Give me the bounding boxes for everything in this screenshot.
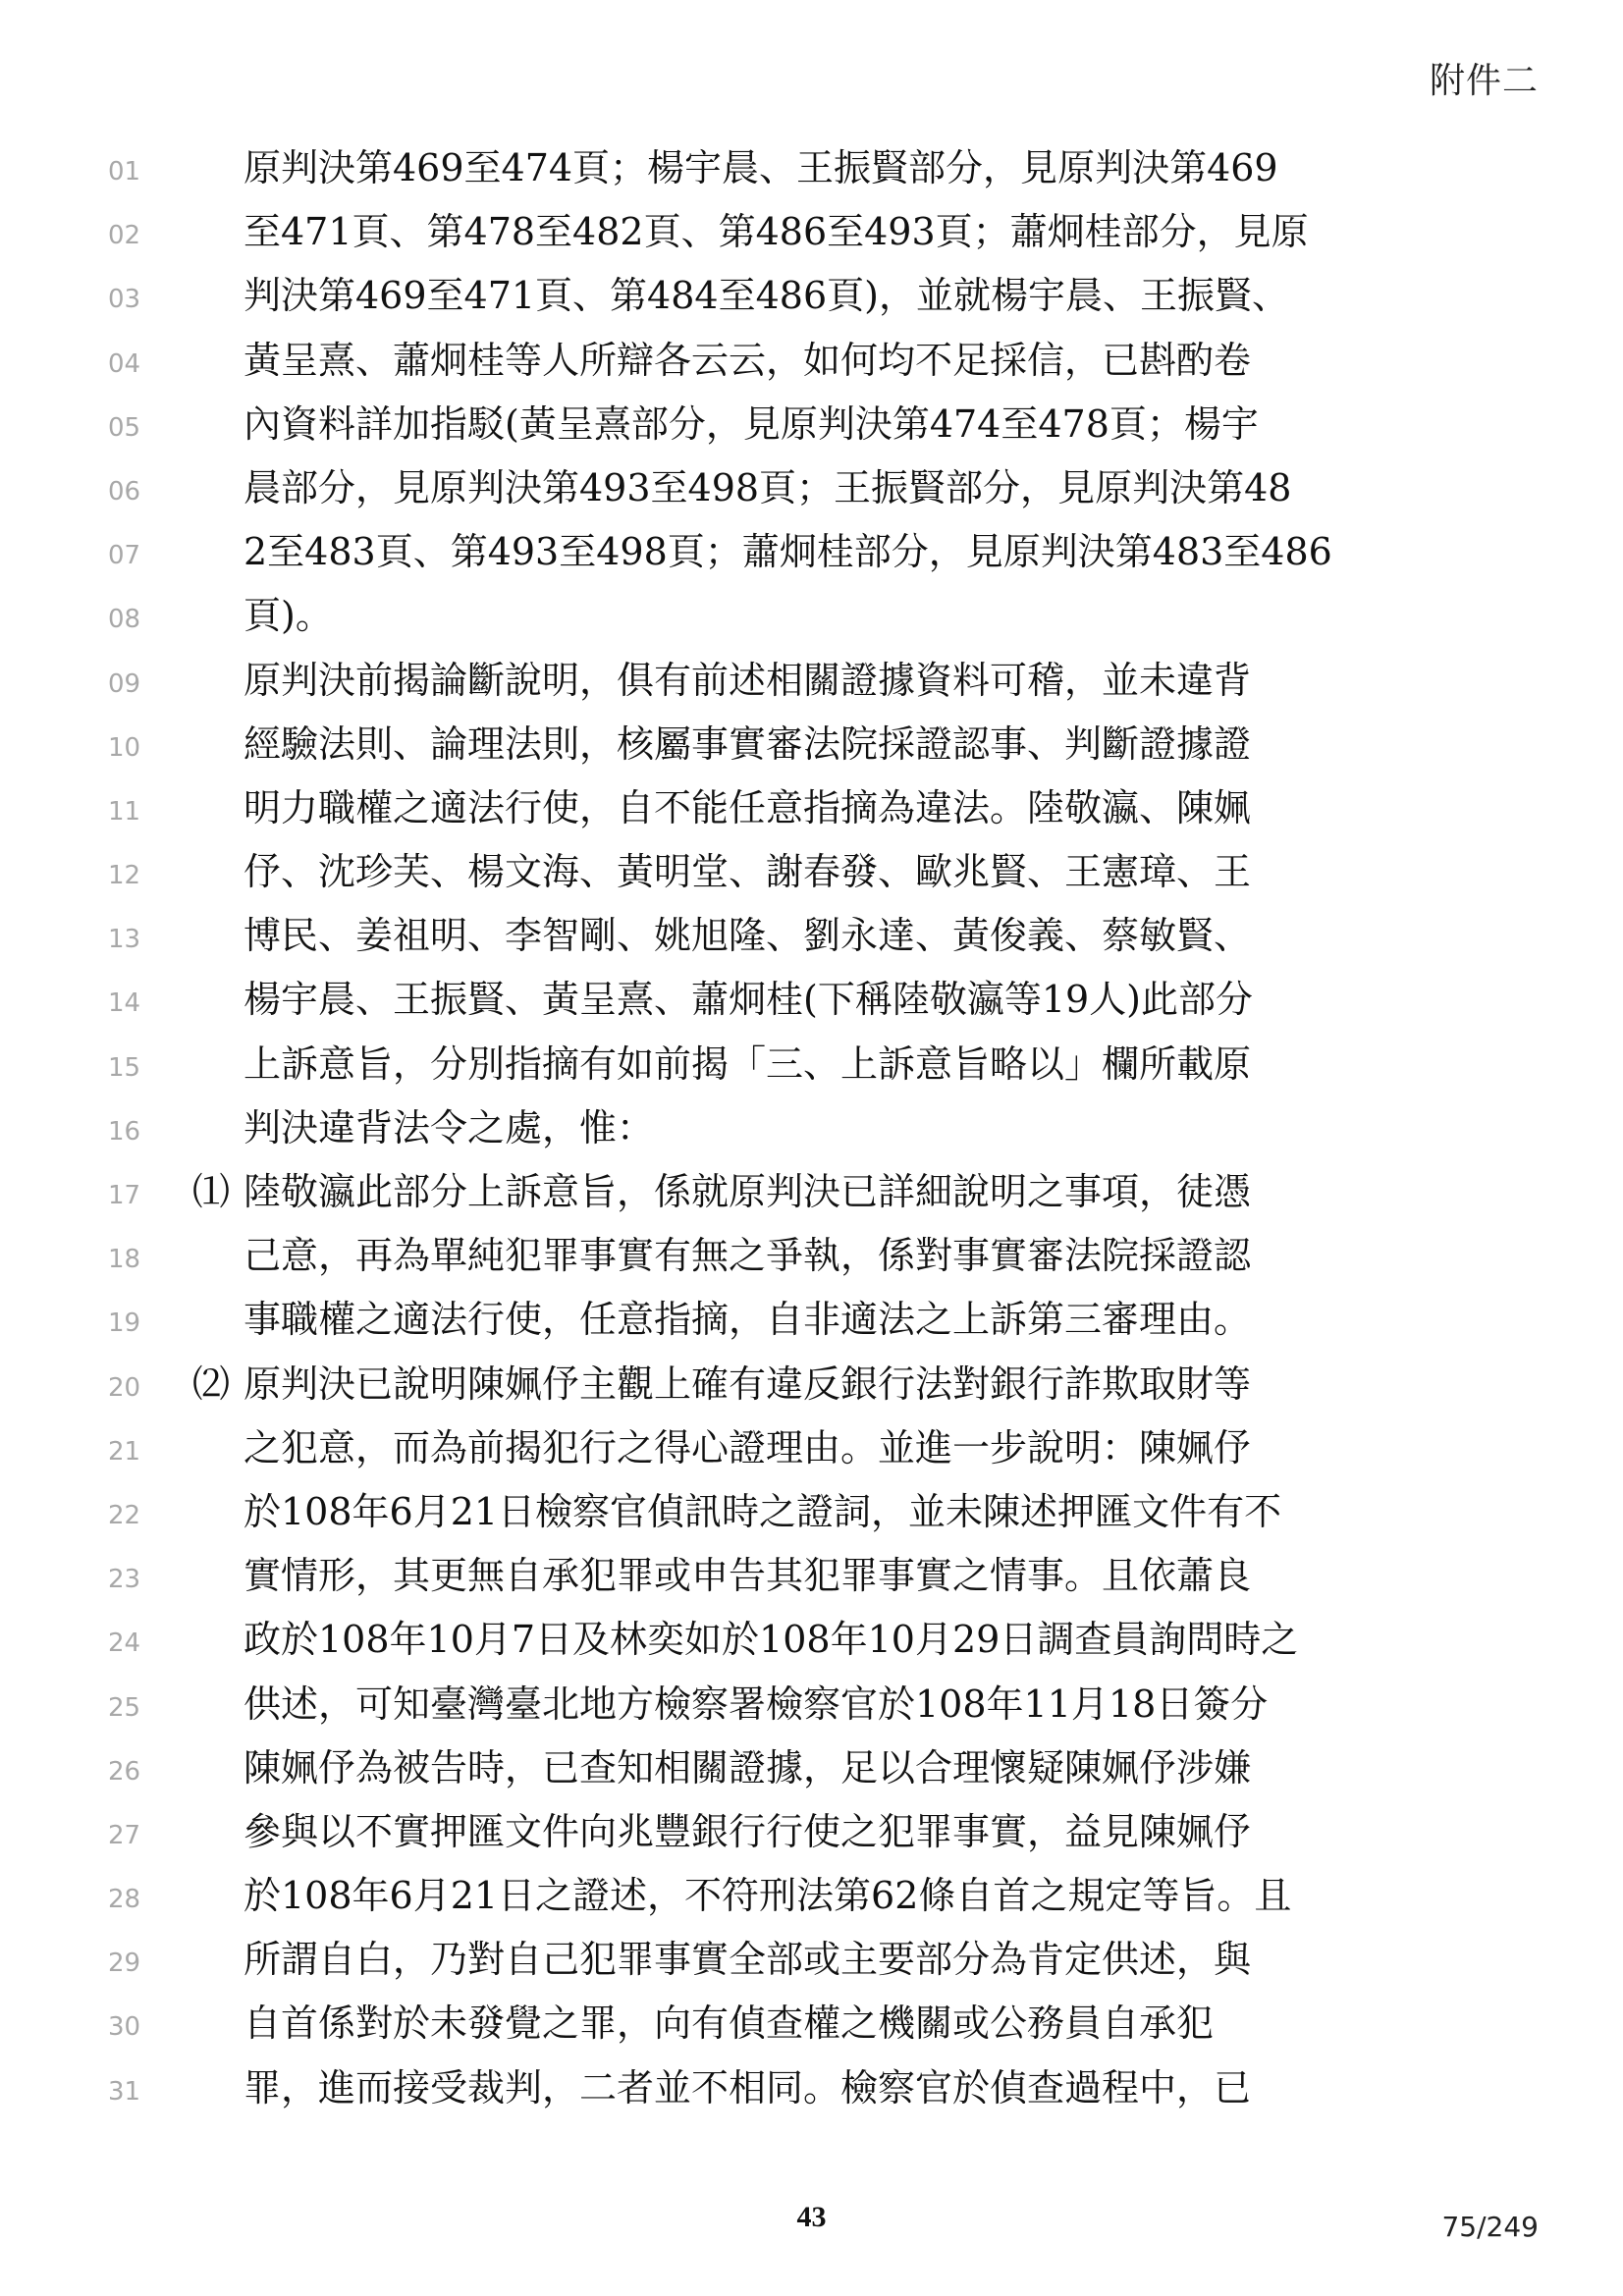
line-number: 22	[108, 1500, 141, 1530]
line-text: 陸敬瀛此部分上訴意旨，係就原判決已詳細說明之事項，徒憑	[243, 1170, 1252, 1213]
line-number: 08	[108, 605, 141, 635]
text-line	[0, 907, 1623, 971]
text-line	[0, 1291, 1623, 1355]
line-number: 24	[108, 1629, 141, 1659]
line-text: 所謂自白，乃對自己犯罪事實全部或主要部分為肯定供述，與	[243, 1938, 1252, 1982]
line-text: 參與以不實押匯文件向兆豐銀行行使之犯罪事實，益見陳姵伃	[243, 1809, 1252, 1853]
text-line	[0, 332, 1623, 396]
line-text: 實情形，其更無自承犯罪或申告其犯罪事實之情事。且依蕭良	[243, 1554, 1252, 1598]
document-body	[0, 139, 1623, 2123]
line-text: 原判決第469至474頁；楊宇晨、王振賢部分，見原判決第469	[243, 146, 1278, 189]
line-text: 罪，進而接受裁判，二者並不相同。檢察官於偵查過程中，已	[243, 2065, 1252, 2109]
line-text: 頁)。	[243, 594, 333, 638]
text-line	[0, 2059, 1623, 2123]
line-text: 政於108年10月7日及林奕如於108年10月29日調查員詢問時之	[243, 1618, 1299, 1662]
line-text: 原判決前揭論斷說明，俱有前述相關證據資料可稽，並未違背	[243, 658, 1252, 702]
line-text: 經驗法則、論理法則，核屬事實審法院採證認事、判斷證據證	[243, 721, 1252, 766]
text-line	[0, 1803, 1623, 1867]
line-number: 15	[108, 1052, 141, 1083]
line-text: 供述，可知臺灣臺北地方檢察署檢察官於108年11月18日簽分	[243, 1682, 1269, 1726]
text-line	[0, 1995, 1623, 2058]
line-text: 博民、姜祖明、李智剛、姚旭隆、劉永達、黃俊義、蔡敏賢、	[243, 914, 1252, 958]
line-number: 30	[108, 2012, 141, 2043]
line-number: 12	[108, 861, 141, 891]
text-line	[0, 1547, 1623, 1611]
item-marker: ⑴	[192, 1170, 231, 1213]
text-line	[0, 1483, 1623, 1547]
line-number: 21	[108, 1436, 141, 1467]
text-line	[0, 1036, 1623, 1099]
text-line	[0, 652, 1623, 716]
line-number: 10	[108, 732, 141, 763]
text-line	[0, 139, 1623, 203]
line-number: 19	[108, 1308, 141, 1339]
line-text: 之犯意，而為前揭犯行之得心證理由。並進一步說明：陳姵伃	[243, 1425, 1252, 1469]
line-text: 上訴意旨，分別指摘有如前揭「三、上訴意旨略以」欄所載原	[243, 1041, 1252, 1086]
line-text: 自首係對於未發覺之罪，向有偵查權之機關或公務員自承犯	[243, 2002, 1215, 2046]
line-text: 楊宇晨、王振賢、黃呈熹、蕭炯桂(下稱陸敬瀛等19人)此部分	[243, 978, 1254, 1022]
text-line	[0, 1867, 1623, 1931]
text-line	[0, 971, 1623, 1035]
line-number: 02	[108, 221, 141, 251]
text-line	[0, 1356, 1623, 1419]
line-text: 2至483頁、第493至498頁；蕭炯桂部分，見原判決第483至486	[243, 530, 1332, 574]
line-number: 01	[108, 157, 141, 187]
line-number: 29	[108, 1949, 141, 1979]
line-number: 25	[108, 1692, 141, 1723]
line-text: 判決第469至471頁、第484至486頁)，並就楊宇晨、王振賢、	[243, 274, 1289, 318]
line-text: 明力職權之適法行使，自不能任意指摘為違法。陸敬瀛、陳姵	[243, 785, 1252, 829]
line-text: 於108年6月21日之證述，不符刑法第62條自首之規定等旨。且	[243, 1874, 1292, 1918]
line-number: 03	[108, 285, 141, 315]
text-line	[0, 716, 1623, 779]
line-number: 18	[108, 1245, 141, 1275]
text-line	[0, 459, 1623, 523]
text-line	[0, 1611, 1623, 1675]
text-line	[0, 1099, 1623, 1163]
line-number: 20	[108, 1372, 141, 1403]
text-line	[0, 779, 1623, 843]
page-number: 43	[796, 2201, 827, 2233]
line-number: 23	[108, 1565, 141, 1595]
line-number: 14	[108, 988, 141, 1019]
line-number: 17	[108, 1181, 141, 1210]
line-text: 內資料詳加指駁(黃呈熹部分，見原判決第474至478頁；楊宇	[243, 401, 1259, 446]
line-number: 09	[108, 668, 141, 699]
line-text: 晨部分，見原判決第493至498頁；王振賢部分，見原判決第48	[243, 465, 1292, 509]
text-line	[0, 587, 1623, 651]
line-text: 己意，再為單純犯罪事實有無之爭執，係對事實審法院採證認	[243, 1234, 1252, 1278]
line-number: 26	[108, 1756, 141, 1787]
annex-label: 附件二	[1429, 61, 1539, 101]
text-line	[0, 1163, 1623, 1227]
line-number: 31	[108, 2076, 141, 2107]
line-number: 05	[108, 412, 141, 443]
line-number: 13	[108, 925, 141, 955]
text-line	[0, 267, 1623, 331]
line-text: 至471頁、第478至482頁、第486至493頁；蕭炯桂部分，見原	[243, 210, 1309, 254]
line-text: 事職權之適法行使，任意指摘，自非適法之上訴第三審理由。	[243, 1298, 1252, 1342]
line-text: 陳姵伃為被告時，已查知相關證據，足以合理懷疑陳姵伃涉嫌	[243, 1745, 1252, 1789]
text-line	[0, 843, 1623, 907]
text-line	[0, 1931, 1623, 1995]
text-line	[0, 1676, 1623, 1739]
line-number: 16	[108, 1116, 141, 1147]
line-text: 於108年6月21日檢察官偵訊時之證詞，並未陳述押匯文件有不	[243, 1489, 1282, 1533]
line-number: 28	[108, 1885, 141, 1915]
line-number: 27	[108, 1820, 141, 1850]
page-count: 75/249	[1441, 2211, 1539, 2243]
text-line	[0, 396, 1623, 459]
item-marker: ⑵	[192, 1362, 231, 1406]
text-line	[0, 203, 1623, 267]
text-line	[0, 1227, 1623, 1291]
text-line	[0, 1739, 1623, 1803]
line-number: 11	[108, 796, 141, 827]
line-number: 04	[108, 348, 141, 379]
line-number: 07	[108, 541, 141, 571]
line-number: 06	[108, 476, 141, 507]
line-text: 黃呈熹、蕭炯桂等人所辯各云云，如何均不足採信，已斟酌卷	[243, 338, 1252, 382]
line-text: 伃、沈珍芙、楊文海、黃明堂、謝春發、歐兆賢、王憲璋、王	[243, 850, 1252, 894]
text-line	[0, 1419, 1623, 1483]
line-text: 原判決已說明陳姵伃主觀上確有違反銀行法對銀行詐欺取財等	[243, 1362, 1252, 1406]
text-line	[0, 523, 1623, 587]
line-text: 判決違背法令之處，惟：	[243, 1105, 655, 1149]
